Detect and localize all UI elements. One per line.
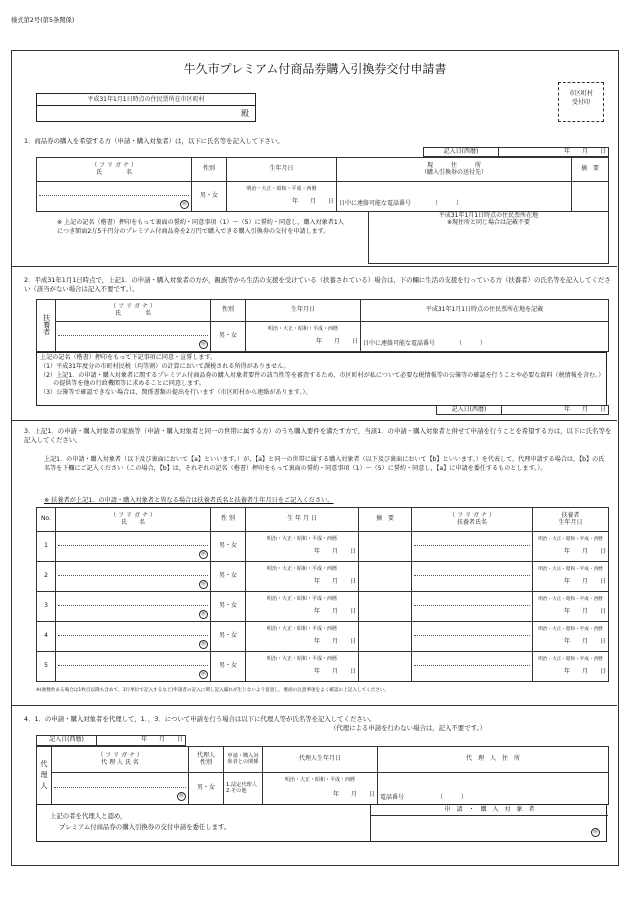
- family-sex[interactable]: 男・女: [211, 652, 246, 682]
- family-sex[interactable]: 男・女: [211, 562, 246, 592]
- seal-icon: ㊞: [200, 670, 206, 677]
- sex-header: 性別: [192, 158, 227, 182]
- section1-note: ※ 上記の記名（楷書）押印をもって裏面の誓約・同意事項（1）～（5）に誓約・同意し，購入対象者1人につき額面2万5千円分のプレミアム付商品券を2万円で購入できる購入引換券の交付を申請します。: [57, 219, 344, 235]
- fuyo-sex[interactable]: 男・女: [211, 322, 246, 352]
- juminhyo-label: 平成31年1月1日時点の住民票所在地: [438, 212, 539, 219]
- consent-line: 上記の記名（楷書）押印をもって下記事項に同意・宣誓します。: [40, 354, 217, 361]
- family-sex[interactable]: 男・女: [211, 532, 246, 562]
- applicant-sex[interactable]: 男・女: [192, 182, 227, 212]
- date-value[interactable]: 年 月 日: [502, 406, 609, 415]
- section2-intro: 2．平成31年1月1日時点で，上記1．の申請・購入対象者の方が，親族等から生活の支援を受けている（扶養されている）場合は，下の欄に生活の支援を行っている方（扶養者）の氏名等を記入してください（該当がない場合は記入不要です。）。: [24, 276, 611, 294]
- dob-header: 生 年 月 日: [246, 508, 359, 532]
- family-fuyo-dob[interactable]: 明治・大正・昭和・平成・西暦 年 月 日: [533, 592, 609, 622]
- stamp-label-1: 市区町村: [568, 90, 593, 97]
- family-dob[interactable]: 明治・大正・昭和・平成・西暦 年 月 日: [246, 532, 359, 562]
- row-number: 5: [37, 652, 56, 682]
- dairi-address[interactable]: 電話番号 （ ）: [378, 773, 609, 805]
- fuyo-name-header: 氏 名: [114, 309, 151, 317]
- stamp-label-2: 受付印: [571, 99, 590, 106]
- family-sex[interactable]: 男・女: [211, 592, 246, 622]
- seal-icon: ㊞: [178, 792, 184, 799]
- family-dob[interactable]: 明治・大正・昭和・平成・西暦 年 月 日: [246, 652, 359, 682]
- family-dob[interactable]: 明治・大正・昭和・平成・西暦 年 月 日: [246, 592, 359, 622]
- family-sex[interactable]: 男・女: [211, 622, 246, 652]
- family-fuyo-dob[interactable]: 明治・大正・昭和・平成・西暦 年 月 日: [533, 562, 609, 592]
- family-fuyo-dob[interactable]: 明治・大正・昭和・平成・西暦 年 月 日: [533, 532, 609, 562]
- sex-header: 性 別: [211, 508, 246, 532]
- section4-intro: 4．1．の申請・購入対象者を代理して，1．，3．について申請を行う場合は以下に代理人等が氏名等を記入してください。: [24, 715, 376, 723]
- seal-icon: ㊞: [200, 580, 206, 587]
- dairi-address-header: 代 理 人 住 所: [378, 747, 609, 773]
- fuyo-dob-header: 生年月日: [246, 300, 361, 322]
- no-header: No.: [37, 508, 56, 532]
- section3-table: No. （ フ リ ガ ナ ） 氏 名 性 別 生 年 月 日 摘 要 （ フ リ ガ ナ ） 扶養者氏名 扶養者 生年月日 1 ㊞ 男・女 明治・大正・昭和・平成・西暦 年 月 日 明治・大正・昭和・平成・西暦 年 月 日 2 ㊞ 男・女 明治・大正・昭和・平成・西暦 年 月 日 明治・大正・昭和・平成・西暦 年 月 日 3 ㊞ 男・女 明治・大正・昭和・平成・西暦 年 月 日 明治・大正・昭和・平成・西暦 年 月 日 4 ㊞ 男・女 明治・大正・昭和・平成・西暦 年 月 日 明治・大正・昭和・平成・西暦 年 月 日 5 ㊞ 男・女 明治・大正・昭和・平成・西暦 年 月 日 明治・大正・昭和・平成・西暦 年 月 日: [36, 507, 609, 682]
- row-number: 3: [37, 592, 56, 622]
- date-label: 記入日(西暦): [437, 406, 502, 415]
- dairi-relation[interactable]: 1.法定代理人 2.その他: [224, 773, 263, 805]
- juminhyo-note: ※現住所と同じ場合は記載不要: [446, 218, 531, 226]
- date-label: 記入日(西暦): [424, 148, 499, 157]
- seal-icon: ㊞: [200, 640, 206, 647]
- seal-icon: ㊞: [592, 829, 598, 835]
- fuyo-dob[interactable]: 明治・大正・昭和・平成・西暦 年 月 日: [246, 322, 361, 352]
- family-fuyo-dob[interactable]: 明治・大正・昭和・平成・西暦 年 月 日: [533, 622, 609, 652]
- section4-table: 代 理 人 （ フ リ ガ ナ ） 代 理 人 氏 名 代理人 性別 申請・購入対象者との関係 代理人生年月日 代 理 人 住 所 ㊞ 男・女 1.法定代理人 2.その他 明治・大正・昭和・平成・西暦 年 月 日 電話番号 （ ）: [36, 746, 609, 805]
- fuyo-address[interactable]: 日中に連絡可能な電話番号 （ ）: [361, 322, 609, 352]
- family-fuyo-dob[interactable]: 明治・大正・昭和・平成・西暦 年 月 日: [533, 652, 609, 682]
- addressee-header: 平成31年1月1日時点の住民票所在市区町村: [36, 93, 256, 106]
- section3-footnote: ※(複数枚ある場合は1枚目以降も含めて，1行単位で記入するなど)申請者の記入に関し記入漏れが生じないよう留意し，裏面の注意事項をよく確認の上記入してください。: [36, 688, 390, 693]
- seal-icon: ㊞: [200, 610, 206, 617]
- page-title: 牛久市プレミアム付商品券購入引換券交付申請書: [183, 62, 447, 76]
- applicant-dob[interactable]: 明治・大正・昭和・平成・西暦 年 月 日: [227, 182, 337, 212]
- relation-header: 申請・購入対象者との関係: [224, 747, 263, 773]
- summary-header: 摘 要: [359, 508, 412, 532]
- seal-icon: ㊞: [181, 200, 187, 207]
- furigana-header: （ フ リ ガ ナ ）: [91, 161, 137, 169]
- row-number: 2: [37, 562, 56, 592]
- form-number: 様式第2号(第5条関係): [11, 17, 75, 24]
- applicant-header: 申 請 ・ 購 入 対 象 者: [370, 805, 608, 816]
- section3-para: 上記1．の申請・購入対象者（以下及び裏面において【a】といいます。）が，【a】と同一の世帯に属する購入対象者（以下及び裏面において【b】といいます。）を代表して，代理申請する場合は，【b】の氏名等を下欄にご記入ください（この場合，【b】は，それぞれの記名（楷書）押印をもって裏面の誓約・同意事項（1）～（5）に誓約・同意し，【a】に申請を委任するものとします。）。: [44, 456, 605, 473]
- seal-icon: ㊞: [200, 550, 206, 557]
- row-number: 4: [37, 622, 56, 652]
- address-header: 現 住 所: [426, 161, 481, 169]
- family-dob[interactable]: 明治・大正・昭和・平成・西暦 年 月 日: [246, 622, 359, 652]
- fuyo-side-label: 扶養者: [37, 300, 56, 352]
- name-header: 氏 名: [95, 168, 132, 176]
- consent-line: （2）上記1．の申請・購入対象者に関するプレミアム付商品券の購入対象者要件の該当性等を審査するため，市区町村が私について必要な税情報等の公簿等の確認を行うことや必要な資料（税情報を含む。）の提供等を他の行政機関等に求めることに同意します。: [40, 371, 602, 388]
- consent-line: （1）平成31年度分の市町村民税（均等割）の計算において課税される所得がありません。: [40, 362, 290, 370]
- divider: [12, 266, 617, 267]
- addressee-honorific: 殿: [36, 106, 256, 122]
- delegation-line-2: プレミアム付商品券の購入引換券の交付申請を委任します。: [59, 823, 231, 831]
- section4-intro2: （代理による申請を行わない場合は，記入不要です。）: [330, 724, 487, 732]
- date-value[interactable]: 年 月 日: [499, 148, 609, 157]
- delegation-line-1: 上記の者を代理人と認め，: [50, 812, 127, 820]
- page-frame: [11, 50, 619, 866]
- seal-icon: ㊞: [200, 340, 206, 347]
- section3-intro: 3．上記1．の申請・購入対象者の家族等（申請・購入対象者と同一の世帯に属する方）のうち購入要件を満たす方で，当該1．の申請・購入対象者と併せて申請を行うことを希望する方は，以下に氏名等を記入してください。: [24, 427, 612, 445]
- date-value[interactable]: 年 月 日: [97, 736, 186, 746]
- dairi-dob-header: 代理人生年月日: [263, 747, 378, 773]
- date-label: 記入日(西暦): [37, 736, 97, 746]
- section3-note: ※ 扶養者が上記1．の申請・購入対象者と異なる場合は扶養者氏名と扶養者生年月日をご記入ください。: [44, 497, 334, 504]
- dob-header: 生年月日: [227, 158, 337, 182]
- fuyo-furigana-header: （ フ リ ガ ナ ）: [110, 302, 156, 310]
- summary-header: 摘 要: [572, 158, 609, 182]
- consent-line: （3）公簿等で確認できない場合は，関係書類の提出を行います（市区町村から連絡があります。）。: [40, 389, 312, 397]
- divider: [12, 420, 617, 421]
- dairi-side-label: 代 理 人: [37, 747, 52, 805]
- row-number: 1: [37, 532, 56, 562]
- fuyo-address-header: 平成31年1月1日時点の住民票所在地を記載: [361, 300, 609, 322]
- applicant-address[interactable]: 日中に連絡可能な電話番号 （ ）: [337, 182, 572, 212]
- divider: [12, 705, 617, 706]
- fuyo-sex-header: 性別: [211, 300, 246, 322]
- dairi-sex[interactable]: 男・女: [189, 773, 224, 805]
- family-dob[interactable]: 明治・大正・昭和・平成・西暦 年 月 日: [246, 562, 359, 592]
- dairi-dob[interactable]: 明治・大正・昭和・平成・西暦 年 月 日: [263, 773, 378, 805]
- section1-intro: 1．商品券の購入を希望する方（申請・購入対象者）は，以下に氏名等を記入して下さい。: [24, 137, 284, 145]
- address-sub-header: （購入引換券の送付先）: [420, 168, 487, 176]
